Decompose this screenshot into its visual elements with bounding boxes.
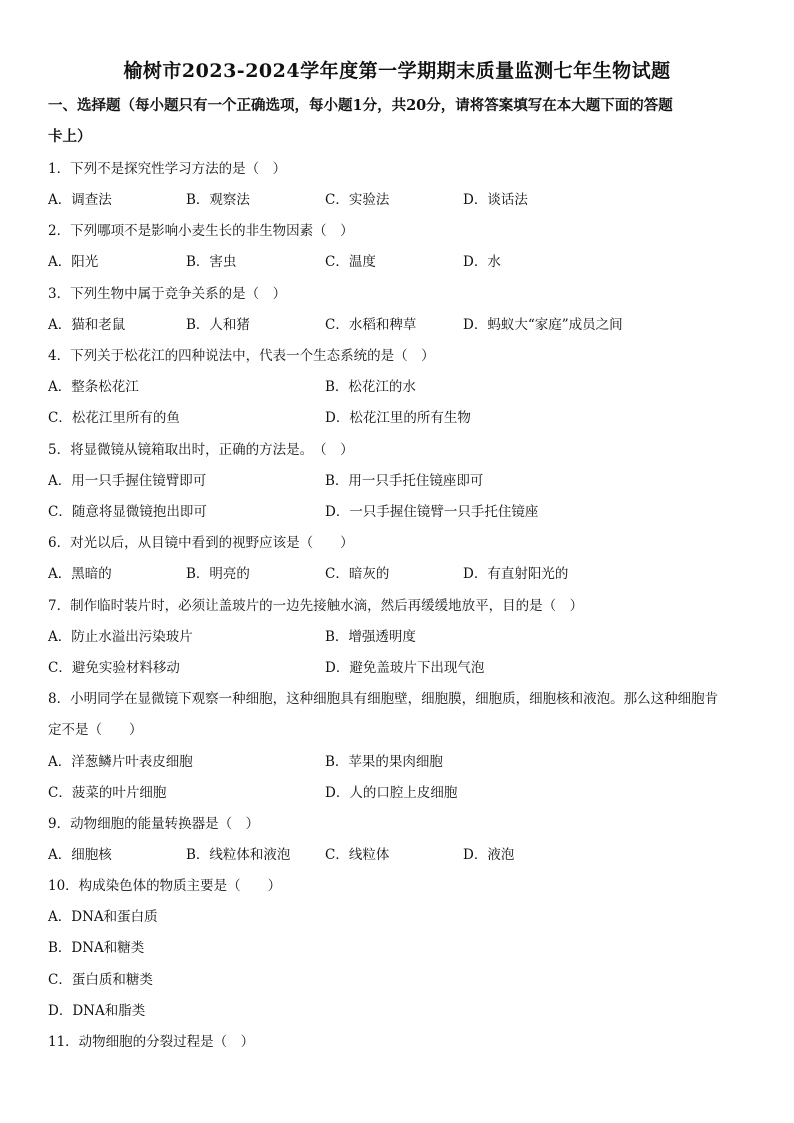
option-a: A．阳光	[48, 254, 99, 270]
option-a: A．调查法	[48, 192, 112, 208]
option-d: D．松花江里的所有生物	[325, 410, 471, 426]
option-d: D．避免盖玻片下出现气泡	[325, 660, 485, 676]
question-9-options	[48, 844, 758, 875]
option-a: A．细胞核	[48, 847, 112, 863]
option-b: B．明亮的	[186, 566, 250, 582]
question-7-options-row2	[48, 657, 758, 688]
option-d: D．一只手握住镜臂一只手托住镜座	[325, 504, 539, 520]
question-1-stem: 1．下列不是探究性学习方法的是（ ）	[48, 161, 287, 177]
option-b: B．增强透明度	[325, 629, 416, 645]
option-d: D．有直射阳光的	[463, 566, 569, 582]
option-c: C．温度	[325, 254, 376, 270]
question-10-option-d	[48, 1000, 758, 1031]
question-10-stem: 10．构成染色体的物质主要是（ ）	[48, 878, 282, 894]
option-c: C．避免实验材料移动	[48, 660, 180, 676]
option-b: B．用一只手托住镜座即可	[325, 473, 484, 489]
option-b: B．苹果的果肉细胞	[325, 754, 443, 770]
question-4-options-row2	[48, 407, 758, 438]
option-b: B．线粒体和液泡	[186, 847, 291, 863]
question-5-options-row1	[48, 470, 758, 501]
question-5-stem: 5．将显微镜从镜箱取出时，正确的方法是。 （ ）	[48, 442, 354, 458]
question-4-stem: 4．下列关于松花江的四种说法中，代表一个生态系统的是（ ）	[48, 348, 435, 364]
question-2-options	[48, 251, 758, 282]
question-7-options-row1	[48, 626, 758, 657]
question-8-stem-line1: 8．小明同学在显微镜下观察一种细胞，这种细胞具有细胞壁，细胞膜，细胞质，细胞核和液泡。那么这种细胞肯	[48, 691, 719, 707]
question-9-stem: 9．动物细胞的能量转换器是（ ）	[48, 816, 260, 832]
option-b: B．松花江的水	[325, 379, 416, 395]
option-c: C．暗灰的	[325, 566, 390, 582]
question-5-options-row2	[48, 501, 758, 532]
question-8-options-row2	[48, 782, 758, 813]
option-a: A．用一只手握住镜臂即可	[48, 473, 207, 489]
question-8-stem-line2: 定不是（ ）	[48, 722, 143, 738]
option-c: C．菠菜的叶片细胞	[48, 785, 167, 801]
option-d: D．蚂蚁大“家庭”成员之间	[463, 317, 623, 333]
option-d: D．人的口腔上皮细胞	[325, 785, 458, 801]
question-4-options-row1	[48, 376, 758, 407]
option-b: B．DNA和糖类	[48, 940, 145, 956]
option-a: A．DNA和蛋白质	[48, 909, 158, 925]
question-8-options-row1	[48, 751, 758, 782]
option-c: C．水稻和稗草	[325, 317, 417, 333]
option-c: C．线粒体	[325, 847, 390, 863]
option-c: C．蛋白质和糖类	[48, 972, 153, 988]
option-a: A．洋葱鳞片叶表皮细胞	[48, 754, 193, 770]
option-a: A．黑暗的	[48, 566, 112, 582]
option-b: B．人和猪	[186, 317, 250, 333]
question-1-options	[48, 189, 758, 220]
question-10-option-a	[48, 906, 758, 937]
question-10-option-c	[48, 969, 758, 1000]
section-heading-line2: 卡上）	[48, 128, 92, 145]
option-a: A．猫和老鼠	[48, 317, 126, 333]
option-c: C．松花江里所有的鱼	[48, 410, 180, 426]
question-11-stem: 11．动物细胞的分裂过程是（ ）	[48, 1034, 255, 1050]
question-2-stem: 2．下列哪项不是影响小麦生长的非生物因素（ ）	[48, 223, 354, 239]
option-c: C．随意将显微镜抱出即可	[48, 504, 207, 520]
option-b: B．观察法	[186, 192, 250, 208]
question-10-option-b	[48, 937, 758, 968]
page-title: 榆树市2023-2024学年度第一学期期末质量监测七年生物试题	[123, 60, 671, 82]
option-d: D．水	[463, 254, 501, 270]
option-d: D．DNA和脂类	[48, 1003, 146, 1019]
section-heading	[48, 90, 758, 152]
option-b: B．害虫	[186, 254, 237, 270]
question-6-options	[48, 563, 758, 594]
option-a: A．防止水溢出污染玻片	[48, 629, 193, 645]
question-6-stem: 6．对光以后，从目镜中看到的视野应该是（ ）	[48, 535, 354, 551]
option-c: C．实验法	[325, 192, 390, 208]
option-a: A．整条松花江	[48, 379, 139, 395]
question-3-options	[48, 314, 758, 345]
question-7-stem: 7．制作临时装片时，必须让盖玻片的一边先接触水滴，然后再缓缓地放平，目的是（ ）	[48, 598, 584, 614]
option-d: D．谈话法	[463, 192, 528, 208]
section-heading-line1: 一、选择题（每小题只有一个正确选项，每小题1分，共20分，请将答案填写在本大题下面的答题	[48, 97, 673, 114]
option-d: D．液泡	[463, 847, 515, 863]
question-3-stem: 3．下列生物中属于竞争关系的是（ ）	[48, 286, 287, 302]
